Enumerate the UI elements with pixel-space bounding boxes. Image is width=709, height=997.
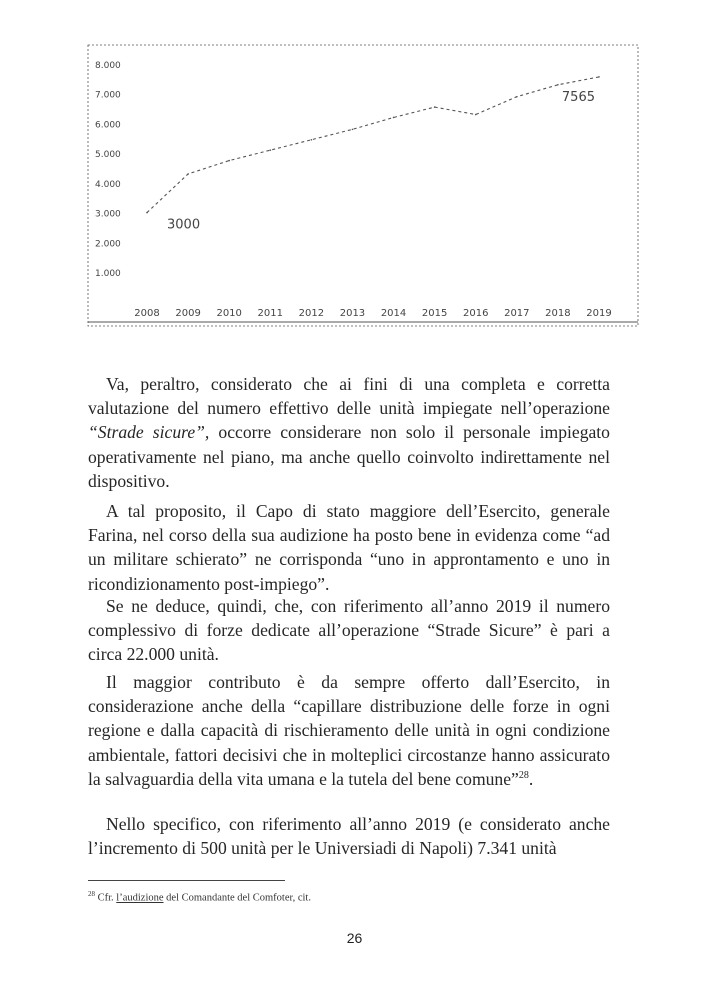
- series-line: [147, 77, 599, 213]
- data-point: [557, 84, 559, 86]
- chart-svg: [87, 44, 639, 327]
- paragraph-3-text: Se ne deduce, quindi, che, con riferimento all’anno 2019 il numero complessivo di forze dedicate all’operazione “Strade Sicure” è pari a circa 22.000 unità.: [88, 596, 610, 665]
- y-tick-label: 7.000: [95, 90, 121, 101]
- paragraph-3: [88, 594, 610, 667]
- paragraph-1-text-a: Va, peraltro, considerato che ai fini di una completa e corretta valutazione del numero effettivo delle unità impiegate nell’operazione: [88, 374, 610, 419]
- paragraph-4-text: Il maggior contributo è da sempre offerto dall’Esercito, in considerazione anche della “capillare distribuzione delle forze in ogni regione e dalla capacità di rischieramento delle unità in ogni condizione ambientale, fattori decisivi che in molteplici circostanze hanno assicurato la salvaguardia della vita umana e la tutela del bene comune”: [88, 672, 610, 789]
- paragraph-1-emphasis: “Strade sicure”,: [88, 422, 210, 443]
- footnote-reference: 28: [518, 769, 529, 781]
- data-label: 7565: [561, 89, 596, 105]
- x-tick-label: 2017: [504, 308, 530, 319]
- footnote: [88, 890, 311, 904]
- data-point: [475, 114, 477, 116]
- x-tick-label: 2015: [421, 308, 448, 319]
- paragraph-5-text: Nello specifico, con riferimento all’anno 2019 (e considerato anche l’incremento di 500 unità per le Universiadi di Napoli) 7.341 unità: [88, 814, 610, 859]
- data-point: [311, 139, 313, 141]
- footnote-post: del Comandante del Comfoter, cit.: [163, 892, 311, 904]
- paragraph-1-text-b: occorre considerare non solo il personale impiegato operativamente nel piano, ma anche quello coinvolto indirettamente nel dispositivo.: [88, 422, 610, 491]
- chart-frame: [88, 45, 638, 326]
- data-point: [516, 96, 518, 98]
- data-point: [352, 129, 354, 131]
- y-tick-label: 8.000: [95, 61, 121, 71]
- x-tick-label: 2012: [298, 308, 325, 319]
- x-tick-label: 2013: [339, 308, 366, 319]
- line-chart: [87, 44, 639, 327]
- y-tick-label: 1.000: [95, 269, 121, 279]
- x-tick-label: 2009: [175, 308, 201, 319]
- paragraph-4: [88, 670, 610, 791]
- x-tick-label: 2019: [586, 308, 612, 319]
- paragraph-5: [88, 812, 610, 860]
- x-tick-label: 2014: [380, 308, 407, 319]
- data-point: [146, 212, 148, 214]
- x-tick-label: 2016: [463, 308, 489, 319]
- paragraph-1: [88, 372, 610, 493]
- x-tick-label: 2008: [134, 308, 160, 319]
- footnote-pre: Cfr.: [95, 892, 117, 904]
- data-label: 3000: [167, 217, 201, 233]
- data-point: [228, 160, 230, 162]
- paragraph-2: [88, 499, 610, 596]
- paragraph-2-text: A tal proposito, il Capo di stato maggiore dell’Esercito, generale Farina, nel corso della sua audizione ha posto bene in evidenza come “ad un militare schierato” ne corrisponda “uno in approntamento e uno in ricondizionamento post-impiego”.: [88, 501, 610, 594]
- y-tick-label: 3.000: [95, 209, 121, 220]
- paragraph-4-end: .: [528, 768, 534, 789]
- footnote-link-text: l’audizione: [116, 892, 164, 904]
- data-point: [434, 106, 436, 108]
- page-number: 26: [346, 930, 363, 946]
- footnote-marker: 28: [88, 890, 95, 898]
- y-tick-label: 4.000: [95, 179, 121, 190]
- x-tick-label: 2011: [257, 308, 283, 319]
- footnote-divider: [88, 880, 285, 881]
- data-point: [187, 173, 189, 175]
- y-tick-label: 2.000: [95, 239, 121, 250]
- x-tick-label: 2018: [545, 308, 571, 319]
- y-tick-label: 6.000: [95, 120, 121, 131]
- data-point: [393, 117, 395, 119]
- data-point: [269, 149, 271, 151]
- x-tick-label: 2010: [216, 308, 242, 319]
- data-point: [598, 76, 600, 78]
- y-tick-label: 5.000: [95, 150, 121, 161]
